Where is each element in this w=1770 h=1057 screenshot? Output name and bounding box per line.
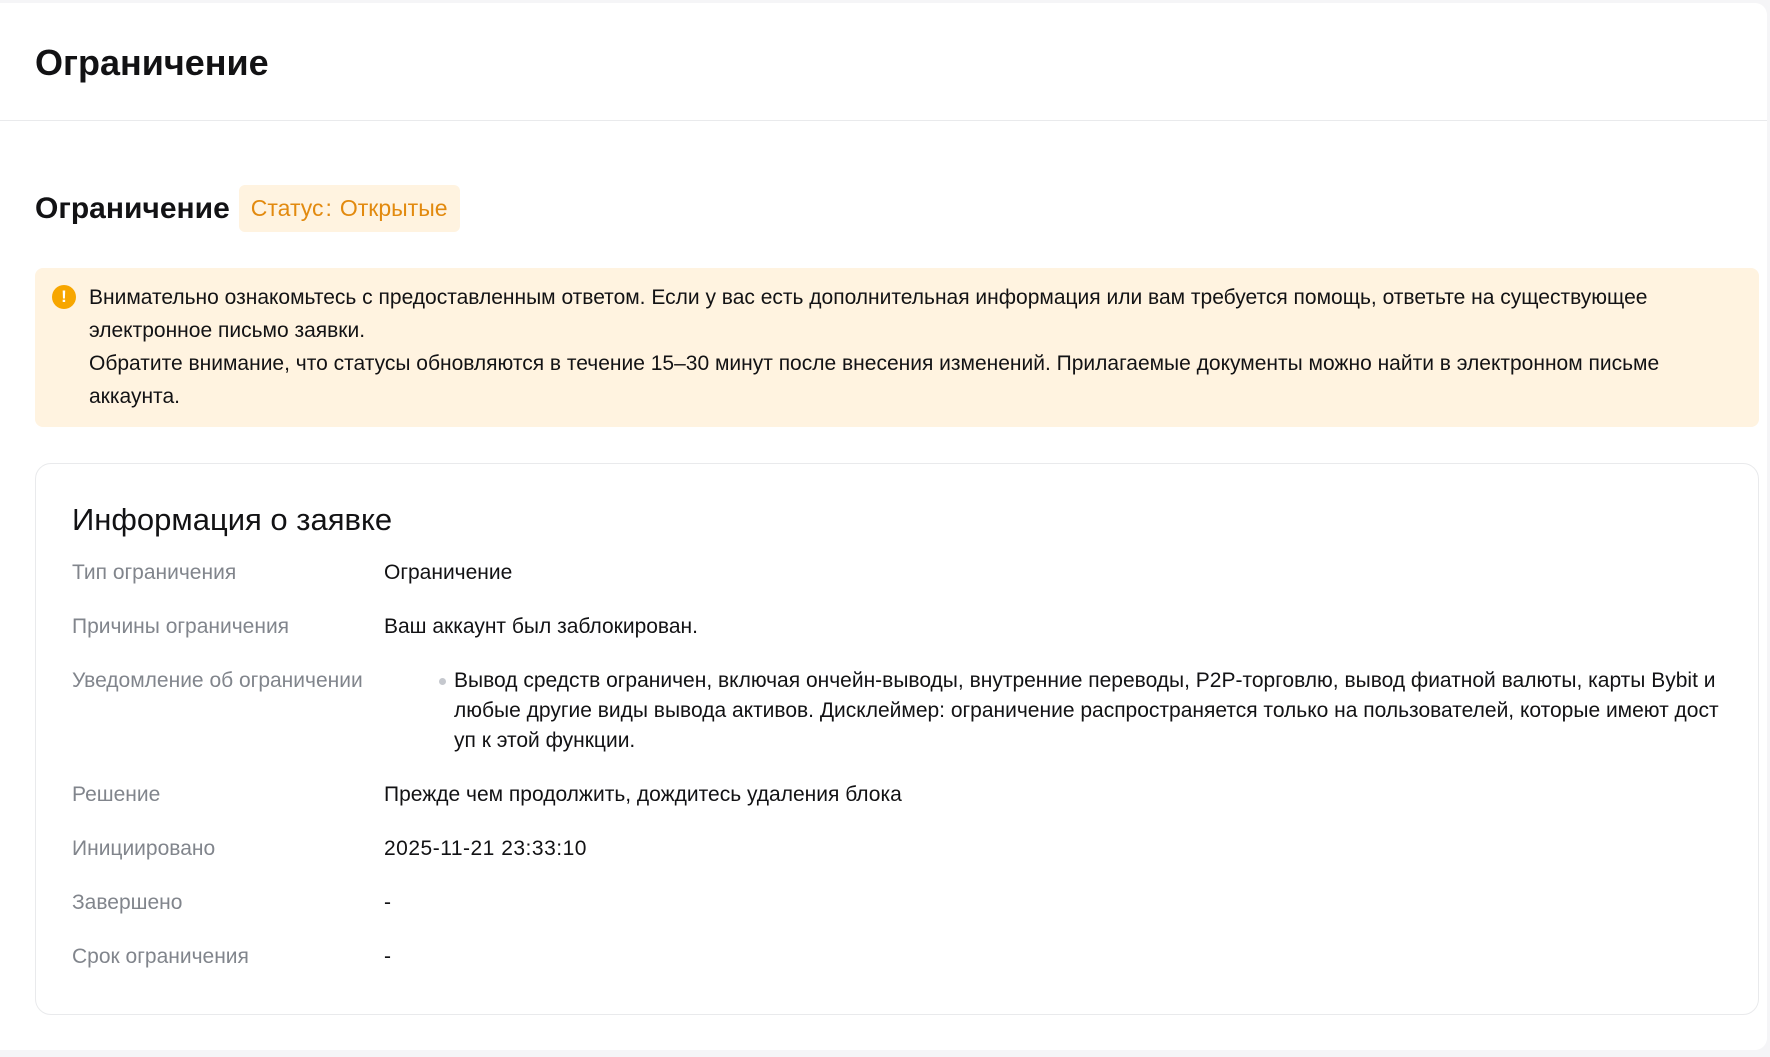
info-row-restriction-reasons bbox=[72, 612, 1722, 642]
main-content bbox=[0, 185, 1767, 1015]
status-value: Открытые bbox=[339, 195, 448, 221]
info-label: Тип ограничения bbox=[72, 561, 237, 584]
info-label: Причины ограничения bbox=[72, 615, 290, 638]
info-row-completed bbox=[72, 888, 1722, 918]
section-header bbox=[35, 185, 1758, 232]
info-row-restriction-period bbox=[72, 942, 1722, 972]
notice-bullet-list bbox=[384, 666, 1722, 756]
info-value: Ваш аккаунт был заблокирован. bbox=[384, 615, 698, 638]
info-label: Решение bbox=[72, 783, 161, 806]
info-row-restriction-notice bbox=[72, 666, 1722, 756]
info-row-solution bbox=[72, 780, 1722, 810]
info-label: Уведомление об ограничении bbox=[72, 669, 363, 692]
notice-line-2: Обратите внимание, что статусы обновляются в течение 15–30 минут после внесения изменений. Прилагаемые документы можно найти в электронном письме аккаунта. bbox=[89, 352, 1660, 408]
info-value: - bbox=[384, 945, 391, 968]
info-value-list bbox=[384, 666, 1722, 756]
list-item: Вывод средств ограничен, включая ончейн-выводы, внутренние переводы, P2P-торговлю, вывод фиатной валюты, карты Bybit и любые другие виды вывода активов. Дисклеймер: ограничение распространяется только на пользователей, которые имеют доступ к этой функции. bbox=[454, 666, 1722, 756]
section-title: Ограничение bbox=[35, 191, 230, 225]
info-row-initiated bbox=[72, 834, 1722, 864]
info-value: 2025-11-21 23:33:10 bbox=[384, 837, 587, 860]
request-info-card bbox=[35, 463, 1759, 1015]
notice-banner bbox=[35, 268, 1759, 427]
info-label: Завершено bbox=[72, 891, 183, 914]
status-separator: : bbox=[325, 195, 332, 221]
info-value: - bbox=[384, 891, 391, 914]
card-title: Информация о заявке bbox=[72, 502, 393, 537]
info-label: Срок ограничения bbox=[72, 945, 249, 968]
status-label: Статус bbox=[250, 195, 324, 221]
page-header bbox=[0, 3, 1767, 121]
info-row-restriction-type bbox=[72, 558, 1722, 588]
status-badge bbox=[239, 185, 460, 232]
info-label: Инициировано bbox=[72, 837, 216, 860]
exclamation-circle-icon: ! bbox=[52, 285, 76, 309]
info-value: Ограничение bbox=[384, 561, 513, 584]
info-value: Прежде чем продолжить, дождитесь удаления блока bbox=[384, 783, 902, 806]
page-title: Ограничение bbox=[35, 41, 269, 83]
restriction-page bbox=[0, 3, 1767, 1050]
notice-line-1: Внимательно ознакомьтесь с предоставленным ответом. Если у вас есть дополнительная информация или вам требуется помощь, ответьте на существующее электронное письмо заявки. bbox=[89, 286, 1648, 342]
